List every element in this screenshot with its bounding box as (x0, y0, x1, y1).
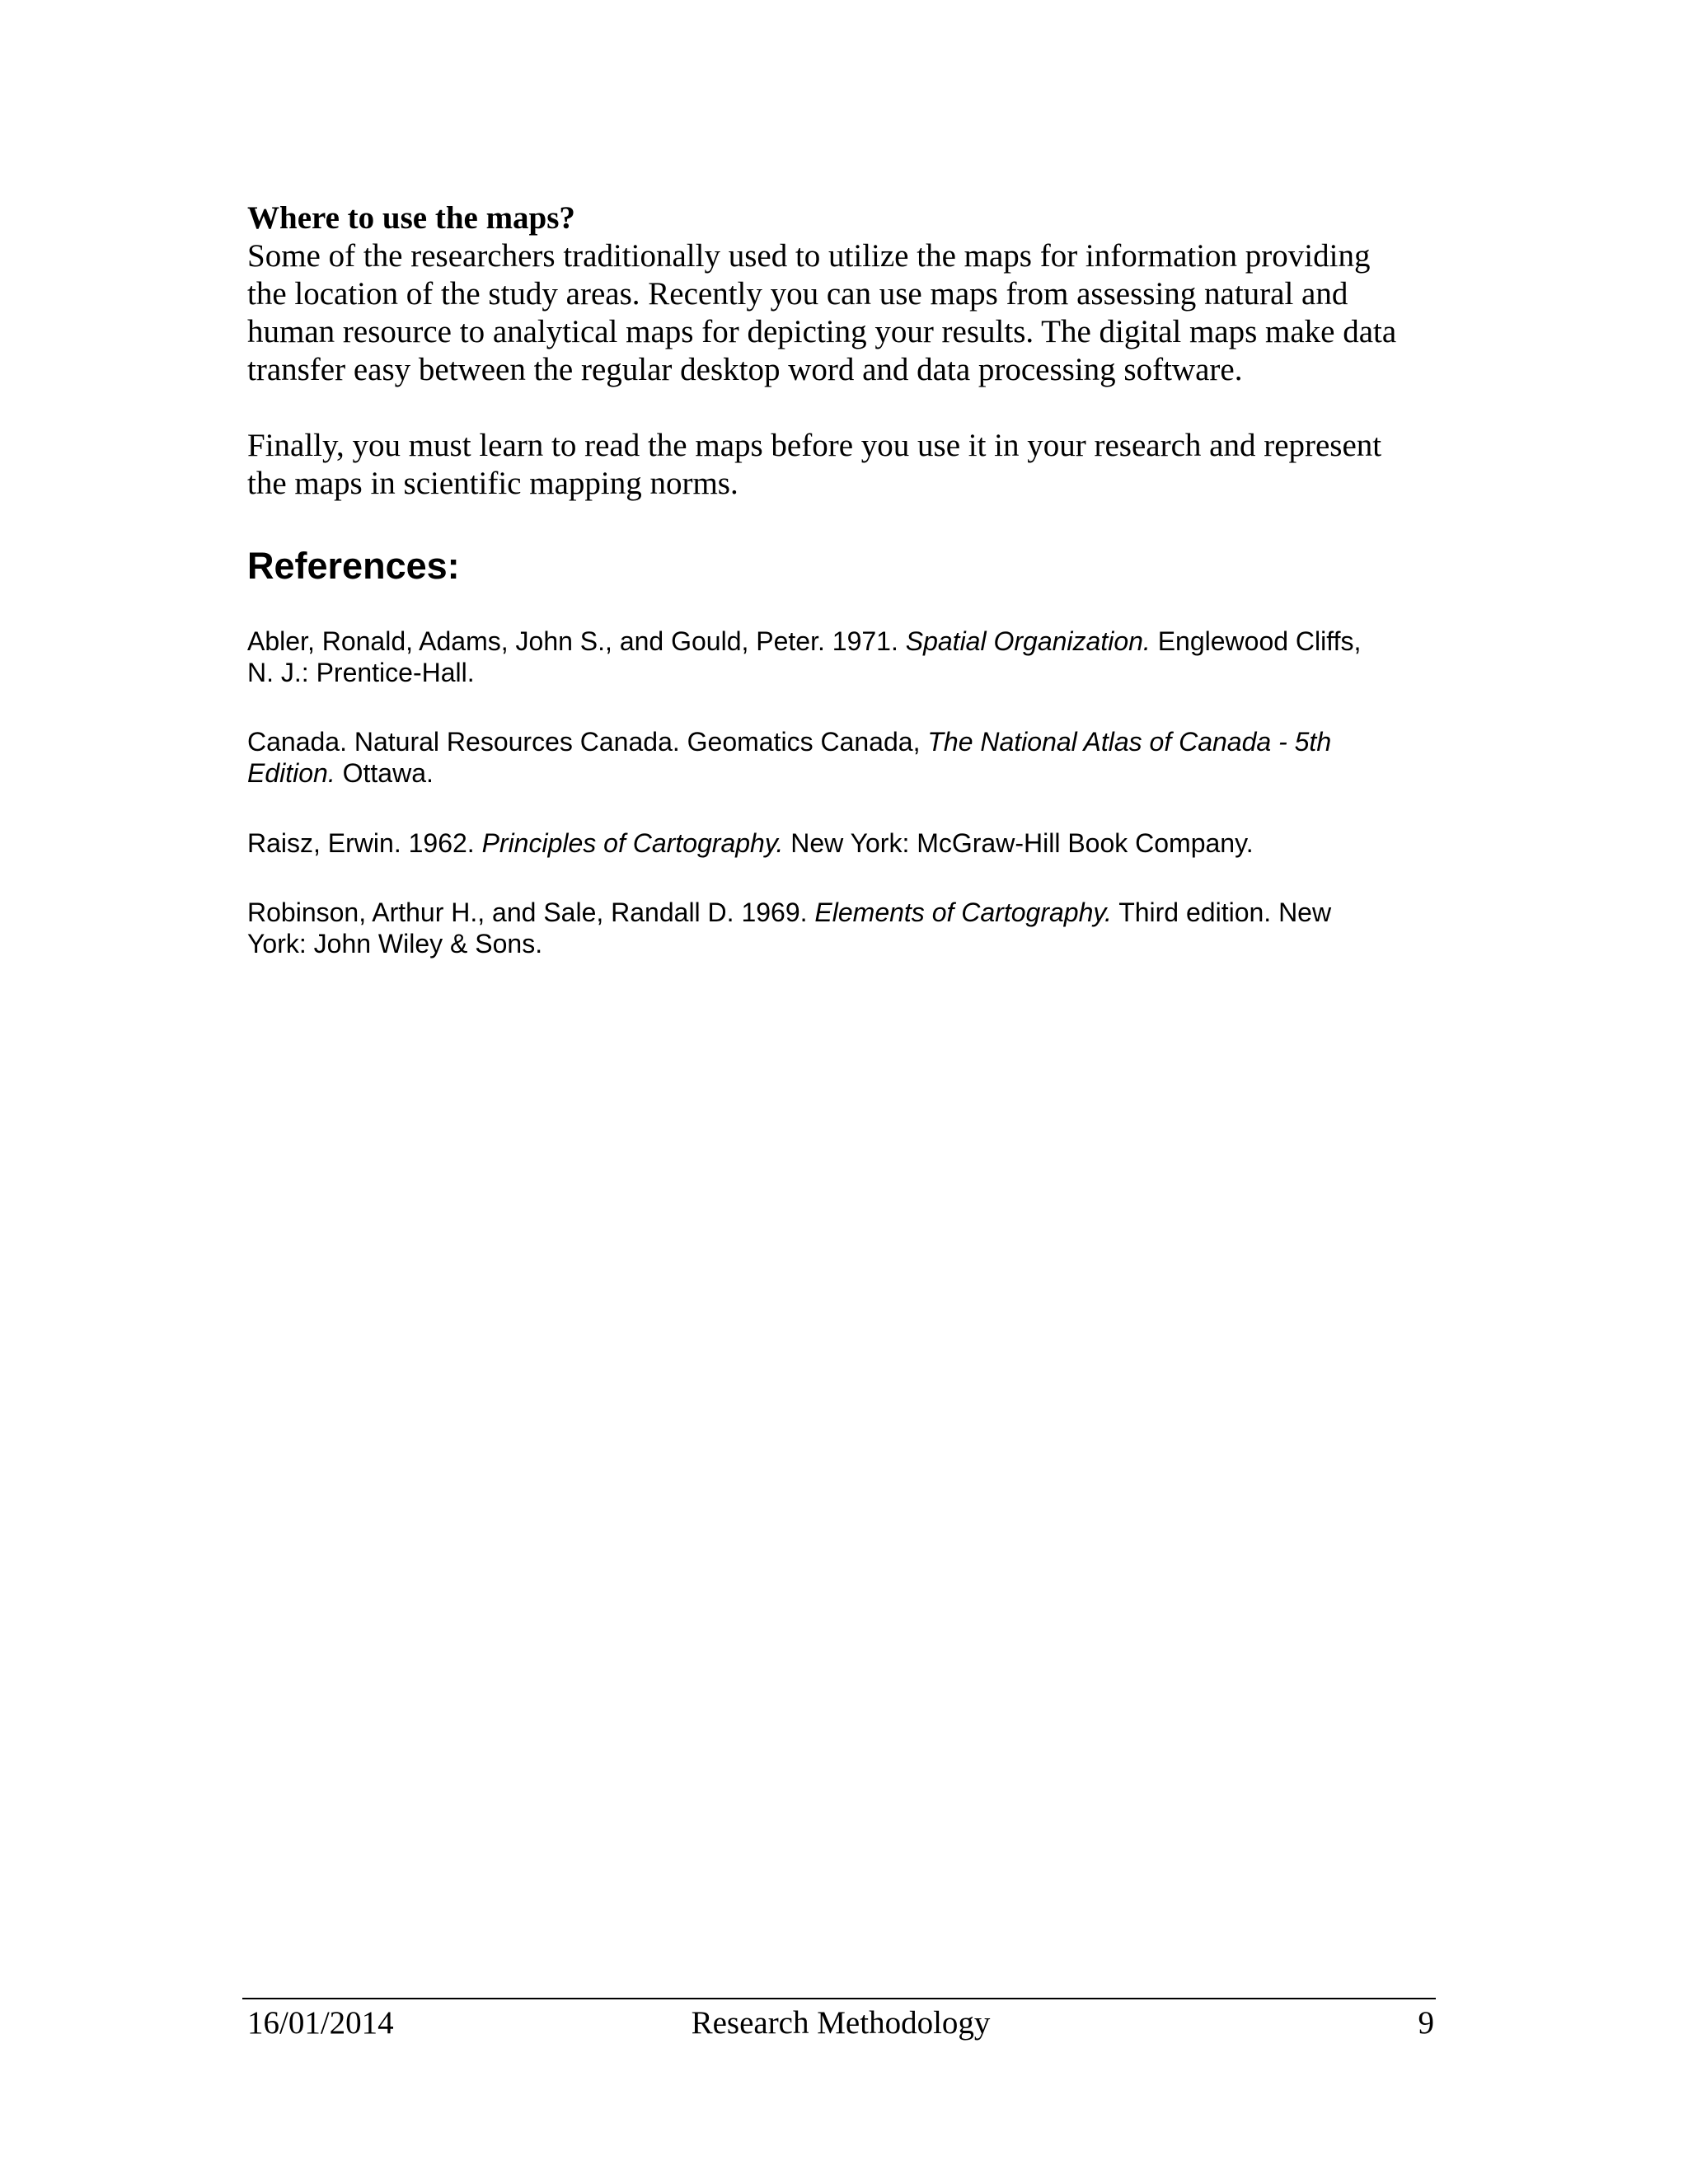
reference-1-line-2: N. J.: Prentice-Hall. (247, 658, 475, 687)
footer-page-number: 9 (1418, 2005, 1434, 2041)
reference-3-line-1: Raisz, Erwin. 1962. Principles of Cartography. New York: McGraw-Hill Book Company. (247, 828, 1254, 858)
section-heading: Where to use the maps? (247, 200, 575, 236)
reference-2-line-1: Canada. Natural Resources Canada. Geomatics Canada, The National Atlas of Canada - 5th (247, 727, 1332, 757)
footer-title-text: Research Methodology (691, 2005, 991, 2041)
reference-2-line-2: Edition. Ottawa. (247, 758, 434, 788)
paragraph-2-line-2: the maps in scientific mapping norms. (247, 466, 738, 501)
reference-4-line-2: York: John Wiley & Sons. (247, 929, 543, 958)
references-heading: References: (247, 545, 460, 587)
paragraph-1-line-2: the location of the study areas. Recently you can use maps from assessing natural and (247, 276, 1348, 312)
paragraph-1-line-3: human resource to analytical maps for depicting your results. The digital maps make data (247, 314, 1397, 349)
paragraph-1-line-1: Some of the researchers traditionally used to utilize the maps for information providing (247, 238, 1371, 274)
reference-4-line-1: Robinson, Arthur H., and Sale, Randall D. 1969. Elements of Cartography. Third edition. New (247, 898, 1332, 927)
paragraph-2-line-1: Finally, you must learn to read the maps before you use it in your research and represent (247, 428, 1382, 463)
footer-date: 16/01/2014 (247, 2005, 394, 2041)
reference-1-line-1: Abler, Ronald, Adams, John S., and Gould, Peter. 1971. Spatial Organization. Englewood Cliffs, (247, 626, 1362, 656)
footer-title (0, 2004, 1688, 2042)
footer-rule (242, 1998, 1436, 1999)
paragraph-1-line-4: transfer easy between the regular desktop word and data processing software. (247, 352, 1243, 387)
